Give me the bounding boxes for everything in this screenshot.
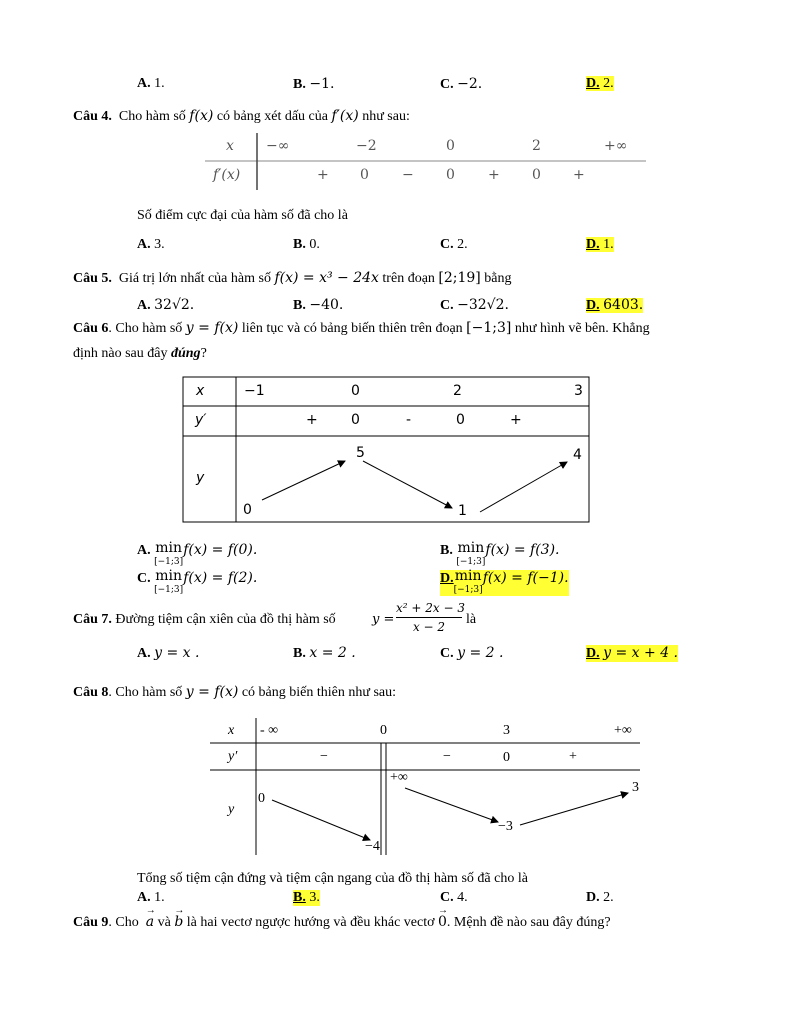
q4-fp-head: f′(x) <box>213 167 241 183</box>
q6-yp-sign: 0 <box>456 412 465 428</box>
q8-x-head: x <box>228 723 235 738</box>
q7-answer-d: D. y = x + 4 . <box>586 645 678 661</box>
q4-answer-c: C. 2. <box>440 237 468 252</box>
q7-answer-a: A. y = x . <box>137 645 200 661</box>
q8-stem: Câu 8. Cho hàm số y = f(x) có bảng biến thiên như sau: <box>73 684 397 700</box>
q8-yp-sign: + <box>569 749 577 764</box>
vector-zero: → 0 <box>438 905 448 930</box>
q7-denominator: x − 2 <box>412 620 446 634</box>
q3-answer-c: C. −2. <box>440 76 483 92</box>
q9-stem: Câu 9. Cho → a và → b là hai vectơ ngược hướng và đều khác vectơ → 0. Mệnh đề nào sau đây đúng? <box>73 905 611 930</box>
q8-answer-a: A. 1. <box>137 890 165 905</box>
q8-question: Tổng số tiệm cận đứng và tiệm cận ngang của đồ thị hàm số đã cho là <box>137 871 528 886</box>
q4-x-val: −2 <box>356 138 377 154</box>
q6-yp-sign: + <box>306 412 318 428</box>
q8-answer-b: B. 3. <box>293 890 320 905</box>
q4-x-val: −∞ <box>266 138 290 154</box>
q6-answer-b: B. min [−1;3]f(x) = f(3). <box>440 540 560 567</box>
q5-answer-d: D. 6403. <box>586 297 644 313</box>
q7-stem: Câu 7. Đường tiệm cận xiên của đồ thị hàm số <box>73 612 336 627</box>
q6-yp-head: y′ <box>195 412 207 428</box>
q4-answer-a: A. 3. <box>137 237 165 252</box>
vector-a: → a <box>145 905 156 930</box>
q6-x-val: 3 <box>574 383 583 399</box>
q5-answer-a: A. 32√2. <box>137 297 195 313</box>
q3-answer-a: A. 1. <box>137 76 165 91</box>
q6-y-val: 0 <box>243 502 252 518</box>
q4-x-val: 2 <box>532 138 541 154</box>
q3-answer-b: B. −1. <box>293 76 335 92</box>
q6-y-head: y <box>196 470 205 486</box>
q8-x-val: +∞ <box>614 723 632 738</box>
q4-sign: 0 <box>446 167 455 183</box>
q4-sign: + <box>488 167 500 183</box>
q8-x-val: 0 <box>380 723 387 738</box>
vector-b: → b <box>174 905 185 930</box>
q8-y-val: +∞ <box>390 770 408 785</box>
q7-answer-b: B. x = 2 . <box>293 645 356 661</box>
q4-x-head: x <box>226 138 234 154</box>
q5-answer-b: B. −40. <box>293 297 344 313</box>
q6-x-val: 2 <box>453 383 462 399</box>
q8-yp-sign: − <box>443 749 451 764</box>
q8-yp-sign: 0 <box>503 750 510 765</box>
q6-y-val: 1 <box>458 503 467 519</box>
q4-sign: + <box>573 167 585 183</box>
q8-answer-d: D. 2. <box>586 890 614 905</box>
q6-stem-line1: Câu 6. Cho hàm số y = f(x) liên tục và có bảng biến thiên trên đoạn [−1;3] như hình vẽ bên. Khẳng <box>73 320 650 336</box>
q8-yp-sign: − <box>320 749 328 764</box>
q8-y-head: y <box>228 802 235 817</box>
q7-answer-c: C. y = 2 . <box>440 645 504 661</box>
q4-stem: Câu 4. Cho hàm số f(x) có bảng xét dấu của f′(x) như sau: <box>73 108 410 124</box>
q4-answer-b: B. 0. <box>293 237 320 252</box>
q6-yp-sign: 0 <box>351 412 360 428</box>
q7-numerator: x² + 2x − 3 <box>396 601 462 618</box>
q6-answer-d: D.min [−1;3]f(x) = f(−1). <box>440 568 569 595</box>
q4-sign: + <box>317 167 329 183</box>
q4-question: Số điểm cực đại của hàm số đã cho là <box>137 208 348 223</box>
q7-lhs: y = <box>372 612 395 627</box>
q6-answer-a: A. min [−1;3]f(x) = f(0). <box>137 540 258 567</box>
q8-answer-c: C. 4. <box>440 890 468 905</box>
q6-x-head: x <box>196 383 205 399</box>
q6-answer-c: C. min [−1;3]f(x) = f(2). <box>137 568 258 595</box>
q8-y-val: 0 <box>258 791 265 806</box>
q8-x-val: - ∞ <box>260 723 279 738</box>
q8-y-val: −4 <box>365 839 380 854</box>
q6-stem-line2: định nào sau đây đúng? <box>73 346 207 361</box>
q8-y-val: 3 <box>632 780 639 795</box>
q4-sign: − <box>402 167 414 183</box>
q6-x-val: −1 <box>244 383 265 399</box>
q6-y-val: 5 <box>356 445 365 461</box>
q3-answer-d: D. 2. <box>586 76 614 91</box>
q6-yp-sign: - <box>406 412 412 428</box>
q4-x-val: 0 <box>446 138 455 154</box>
q4-answer-d: D. 1. <box>586 237 614 252</box>
q8-y-val: −3 <box>498 819 513 834</box>
q6-yp-sign: + <box>510 412 522 428</box>
q4-x-val: +∞ <box>604 138 628 154</box>
q4-sign: 0 <box>360 167 369 183</box>
q5-answer-c: C. −32√2. <box>440 297 509 313</box>
q6-y-val: 4 <box>573 447 582 463</box>
q8-x-val: 3 <box>503 723 510 738</box>
q6-x-val: 0 <box>351 383 360 399</box>
q7-stem-end: là <box>466 612 477 627</box>
q5-stem: Câu 5. Giá trị lớn nhất của hàm số f(x) = x³ − 24x trên đoạn [2;19] bằng <box>73 270 512 286</box>
q8-yp-head: y′ <box>228 749 238 764</box>
q4-sign: 0 <box>532 167 541 183</box>
